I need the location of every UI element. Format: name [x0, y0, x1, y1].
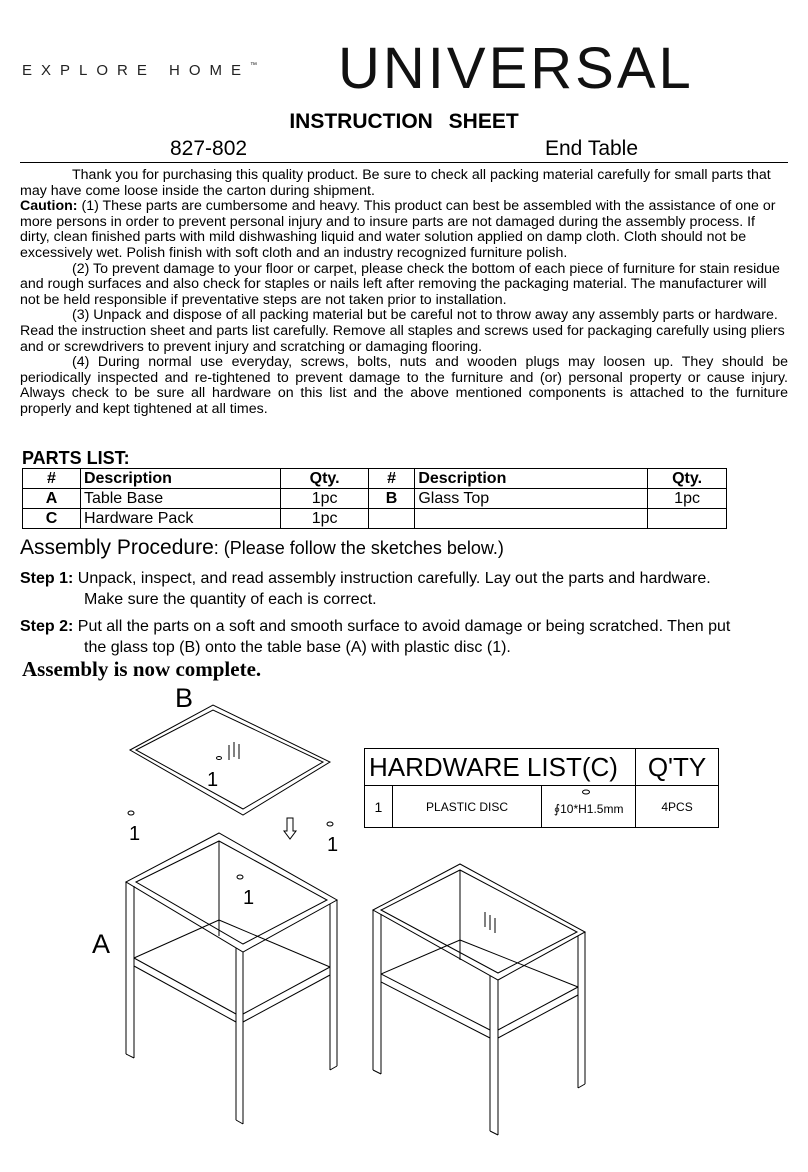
hardware-qty-header: Q'TY — [636, 749, 719, 786]
step-1-text: Unpack, inspect, and read assembly instruction carefully. Lay out the parts and hardware. — [73, 570, 711, 587]
part-description: Hardware Pack — [80, 509, 281, 529]
part-description: Glass Top — [415, 489, 648, 509]
part-qty: 1pc — [648, 489, 727, 509]
assembly-complete: Assembly is now complete. — [22, 657, 262, 681]
hardware-item-size: ∮10*H1.5mm — [553, 802, 624, 816]
assembly-subheading: : (Please follow the sketches below.) — [213, 538, 504, 558]
table-assembled-right — [373, 864, 585, 1135]
step-2-text: Put all the parts on a soft and smooth surface to avoid damage or being scratched. Then put — [73, 618, 731, 635]
part-description: Table Base — [80, 489, 281, 509]
part-qty: 1pc — [281, 489, 368, 509]
intro-paragraph-1: Thank you for purchasing this quality product. Be sure to check all packing material carefully for small parts that may have come loose inside the carton during shipment. — [20, 167, 771, 199]
page-title: INSTRUCTION SHEET — [289, 110, 519, 133]
header-num-2: # — [368, 469, 415, 489]
part-num: C — [23, 509, 81, 529]
label-b: B — [175, 683, 194, 713]
brand-universal-logo: UNIVERSAL — [338, 36, 694, 101]
step-2-label: Step 2: — [20, 618, 74, 635]
disc-on-glass — [217, 757, 222, 760]
caution-label: Caution: — [20, 198, 78, 215]
header-qty: Qty. — [281, 469, 368, 489]
model-number: 827-802 — [170, 137, 248, 160]
plastic-disc-right — [327, 822, 333, 826]
part-qty: 1pc — [281, 509, 368, 529]
glass-top-reflection-marks — [229, 742, 239, 760]
step-2-text-cont: the glass top (B) onto the table base (A) with plastic disc (1). — [84, 639, 511, 656]
brand-explore-home: EXPLORE HOME™ — [22, 62, 258, 79]
label-a: A — [92, 929, 111, 959]
label-disc-left: 1 — [129, 823, 141, 845]
down-arrow-icon — [284, 818, 296, 839]
step-1-label: Step 1: — [20, 570, 74, 587]
part-num: A — [23, 489, 81, 509]
label-disc-right: 1 — [327, 834, 339, 856]
header-description: Description — [80, 469, 281, 489]
header-num: # — [23, 469, 81, 489]
label-disc-center: 1 — [243, 887, 255, 909]
plastic-disc-icon — [581, 789, 591, 795]
intro-paragraph-3: (3) Unpack and dispose of all packing material but be careful not to throw away any assembly parts or hardware. Read the instruction sheet and parts list carefully. Remove all staples and screws used for packaging carefully using pliers and or screwdrivers to prevent injury and scratching or damaging flooring. — [20, 307, 785, 355]
table-row — [365, 786, 719, 828]
table-base-left — [126, 833, 337, 1124]
product-name: End Table — [545, 137, 639, 160]
hardware-list-table — [364, 748, 719, 828]
hardware-list-title: HARDWARE LIST(C) — [365, 749, 636, 786]
header-description-2: Description — [415, 469, 648, 489]
hardware-item-name: PLASTIC DISC — [392, 786, 541, 828]
hardware-list-header — [365, 749, 719, 786]
hardware-item-size-cell — [542, 786, 636, 828]
step-1-text-cont: Make sure the quantity of each is correct. — [84, 591, 377, 608]
intro-paragraph-2: (2) To prevent damage to your floor or carpet, please check the bottom of each piece of furniture for stain residue and rough surfaces and also check for staples or nails left after removing the packaging material. The manufacturer will not be held responsible if preventative steps are not taken prior to installation. — [20, 260, 780, 308]
plastic-disc-left — [128, 811, 134, 815]
plastic-disc-center — [237, 875, 243, 879]
part-num: B — [368, 489, 415, 509]
caution-text: (1) These parts are cumbersome and heavy. This product can best be assembled with the assistance of one or more persons in order to prevent personal injury and to insure parts are not damaged during the assembly process. If dirty, clean finished parts with mild dishwashing liquid and water solution applied on damp cloth. Cloth should not be excessively wet. Polish finish with soft cloth and an industry recognized furniture polish. — [20, 198, 776, 261]
glass-top-outline — [130, 705, 330, 815]
intro-paragraph-4: (4) During normal use everyday, screws, bolts, nuts and wooden plugs may loosen up. They should be periodically inspected and re-tightened to prevent damage to the furniture and (or) personal property or cause injury. Always check to be sure all hardware on this list and the above mentioned components is attached to the furniture properly and kept tightened at all times. — [20, 354, 788, 417]
header-qty-2: Qty. — [648, 469, 727, 489]
hardware-item-num: 1 — [365, 786, 393, 828]
label-disc-on-glass: 1 — [207, 769, 219, 791]
hardware-item-qty: 4PCS — [636, 786, 719, 828]
parts-list-title: PARTS LIST: — [22, 448, 130, 468]
assembly-heading-text: Assembly Procedure — [20, 536, 214, 559]
